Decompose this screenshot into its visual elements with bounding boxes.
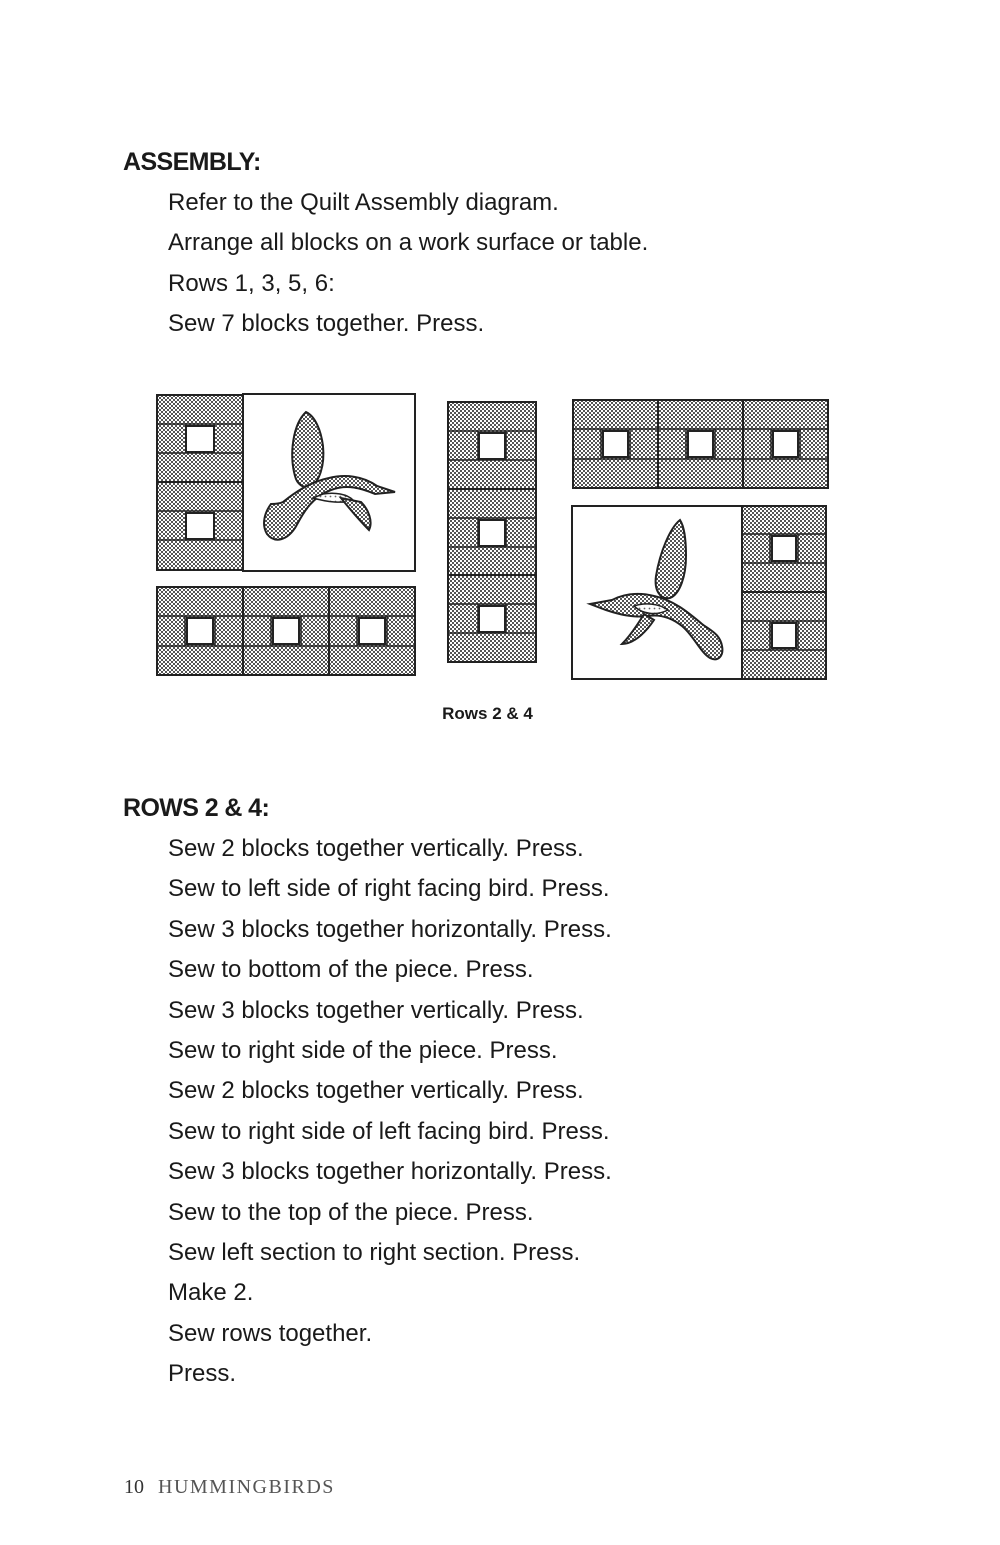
- rows-step: Sew 2 blocks together vertically. Press.: [168, 835, 584, 862]
- quilt-assembly-diagram: [150, 388, 840, 688]
- rows-step: Sew to the top of the piece. Press.: [168, 1198, 534, 1226]
- rows-step: Press.: [168, 1360, 237, 1388]
- vertical-2-block-strip: [742, 506, 826, 679]
- rows-step: Sew to right side of the piece. Press.: [168, 1036, 558, 1064]
- vertical-2-block-strip: [157, 395, 243, 570]
- rows-step: Sew to bottom of the piece. Press.: [168, 956, 534, 984]
- rows-step: Sew 3 blocks together horizontally. Press.: [168, 915, 612, 943]
- page-number: 10: [124, 1476, 144, 1498]
- left-facing-bird-block: [572, 506, 742, 679]
- figure-caption: Rows 2 & 4: [442, 704, 533, 723]
- rows-step: Sew rows together.: [168, 1319, 373, 1347]
- assembly-step: Sew 7 blocks together. Press.: [168, 310, 485, 338]
- rows-2-4-heading: ROWS 2 & 4:: [123, 794, 270, 822]
- rows-step: Sew to right side of left facing bird. Press.: [168, 1117, 610, 1145]
- assembly-heading: ASSEMBLY:: [123, 148, 261, 176]
- rows-step: Make 2.: [168, 1279, 254, 1307]
- rows-step: Sew 3 blocks together vertically. Press.: [168, 996, 584, 1024]
- horizontal-3-block-strip: [573, 400, 828, 488]
- horizontal-3-block-strip: [157, 587, 415, 675]
- book-title: HUMMINGBIRDS: [158, 1476, 335, 1498]
- rows-2-4-steps: [168, 829, 612, 1394]
- vertical-3-block-strip: [448, 402, 536, 662]
- assembly-step: Rows 1, 3, 5, 6:: [168, 269, 335, 297]
- page-footer: [124, 1476, 335, 1499]
- assembly-step: Arrange all blocks on a work surface or table.: [168, 229, 649, 257]
- rows-step: Sew left section to right section. Press.: [168, 1238, 581, 1266]
- rows-step: Sew to left side of right facing bird. Press.: [168, 875, 610, 903]
- right-facing-bird-block: [243, 394, 415, 571]
- assembly-step: Refer to the Quilt Assembly diagram.: [168, 189, 559, 216]
- assembly-steps: [168, 183, 648, 345]
- rows-step: Sew 2 blocks together vertically. Press.: [168, 1077, 584, 1105]
- rows-step: Sew 3 blocks together horizontally. Press.: [168, 1158, 612, 1186]
